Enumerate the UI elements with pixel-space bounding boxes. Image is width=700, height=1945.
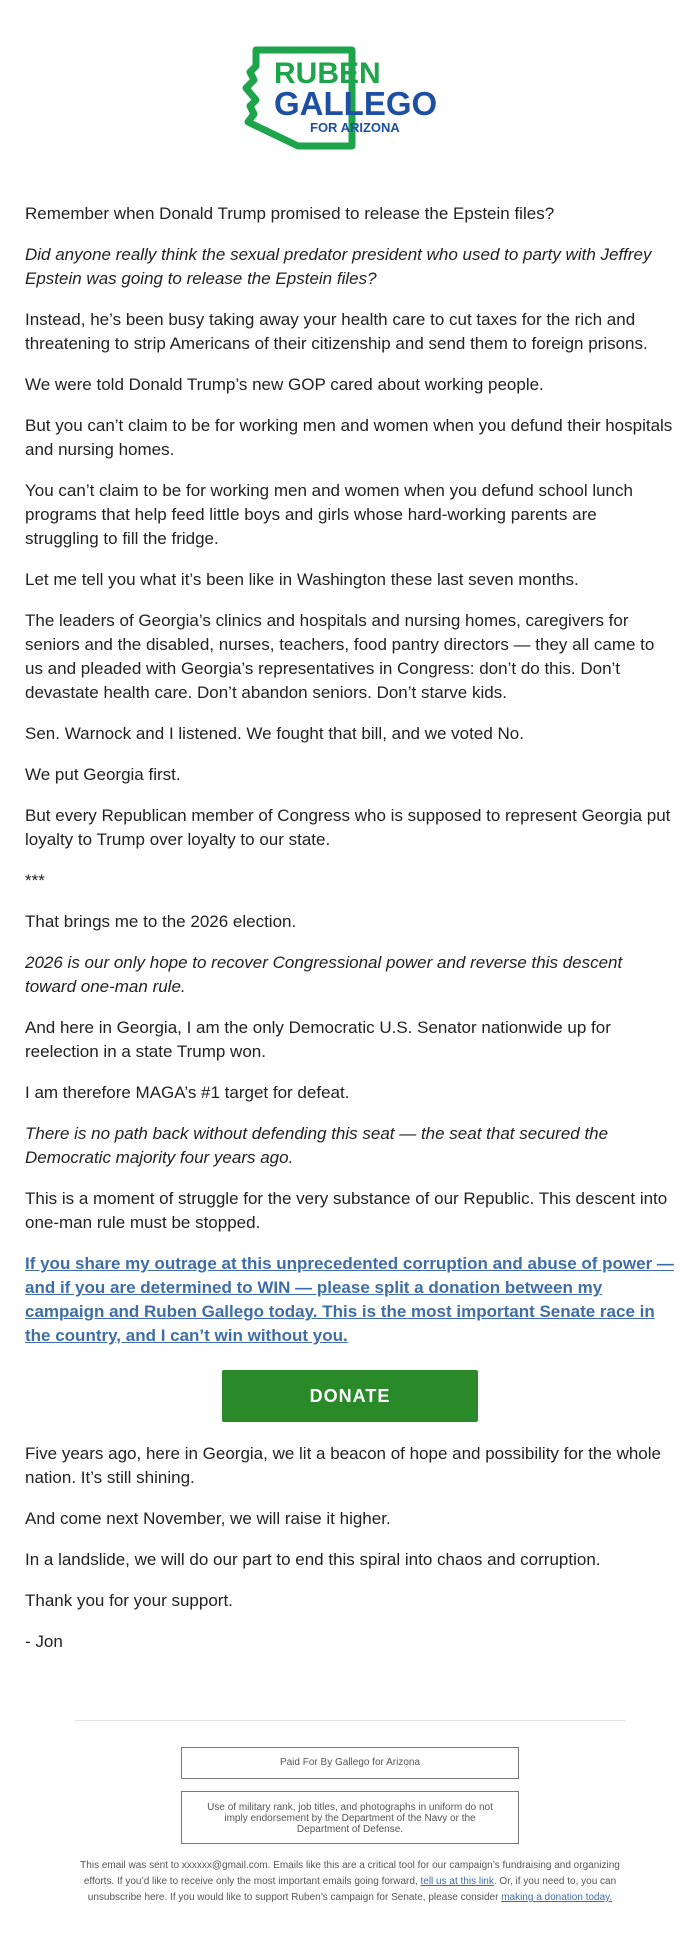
paragraph: Five years ago, here in Georgia, we lit a beacon of hope and possibility for the whole nation. It’s still shining.	[25, 1444, 661, 1487]
logo-ruben: RUBEN	[274, 57, 381, 90]
donate-button[interactable]: DONATE	[222, 1370, 478, 1422]
footer	[0, 1720, 700, 1906]
paragraph: 2026 is our only hope to recover Congressional power and reverse this descent toward one-man rule.	[25, 953, 623, 996]
recipient-email: xxxxxx@gmail.com	[181, 1860, 268, 1871]
donate-container	[25, 1370, 675, 1422]
paragraph: Remember when Donald Trump promised to release the Epstein files?	[25, 204, 555, 223]
paragraph: But every Republican member of Congress who is supposed to represent Georgia put loyalty to Trump over loyalty to our state.	[25, 806, 671, 849]
logo-for-arizona: FOR ARIZONA	[310, 120, 400, 135]
paragraph: Instead, he’s been busy taking away your health care to cut taxes for the rich and threatening to strip Americans of their citizenship and send them to foreign prisons.	[25, 310, 648, 353]
section-separator: ***	[25, 871, 45, 890]
paragraph: Thank you for your support.	[25, 1591, 233, 1610]
signature: - Jon	[25, 1632, 63, 1651]
footer-divider	[75, 1720, 625, 1721]
paragraph: I am therefore MAGA’s #1 target for defeat.	[25, 1083, 350, 1102]
paragraph: The leaders of Georgia’s clinics and hospitals and nursing homes, caregivers for seniors and the disabled, nurses, teachers, food pantry directors — they all came to us and pleaded with Georgia’s representatives in Congress: don’t do this. Don’t devastate health care. Don’t abandon seniors. Don’t starve kids.	[25, 611, 655, 702]
footer-legal-text	[80, 1858, 620, 1906]
preferences-link[interactable]: tell us at this link	[420, 1876, 494, 1887]
paragraph: This is a moment of struggle for the very substance of our Republic. This descent into one-man rule must be stopped.	[25, 1189, 668, 1232]
paragraph: In a landslide, we will do our part to end this spiral into chaos and corruption.	[25, 1550, 601, 1569]
paid-for-box: Paid For By Gallego for Arizona	[181, 1747, 519, 1779]
footer-text: . Emails like this are a critical tool for our campaign’s fundraising and organizing efforts. If you’d like to receive only the most important emails going forward,	[83, 1860, 620, 1887]
paragraph: Did anyone really think the sexual predator president who used to party with Jeffrey Epstein was going to release the Epstein files?	[25, 245, 652, 288]
arizona-outline-icon	[240, 44, 460, 154]
paragraph: And here in Georgia, I am the only Democratic U.S. Senator nationwide up for reelection in a state Trump won.	[25, 1018, 611, 1061]
paragraph: That brings me to the 2026 election.	[25, 912, 297, 931]
disclaimer-box: Use of military rank, job titles, and photographs in uniform do not imply endorsement by the Department of the Navy or the Department of Defense.	[181, 1791, 519, 1844]
paragraph: But you can’t claim to be for working men and women when you defund their hospitals and nursing homes.	[25, 416, 673, 459]
donation-appeal-link[interactable]: If you share my outrage at this unprecedented corruption and abuse of power — and if you are determined to WIN — please split a donation between my campaign and Ruben Gallego today. This is the most important Senate race in the country, and I can’t win without you.	[25, 1254, 674, 1345]
email-body	[25, 202, 675, 1671]
paragraph: Let me tell you what it’s been like in Washington these last seven months.	[25, 570, 579, 589]
paragraph: We were told Donald Trump’s new GOP cared about working people.	[25, 375, 544, 394]
footer-text: This email was sent to	[80, 1860, 182, 1871]
footer-text: . Or, if you need to, you can unsubscribe here. If you would like to support Ruben’s campaign for Senate, please consider	[87, 1876, 617, 1903]
paragraph: Sen. Warnock and I listened. We fought that bill, and we voted No.	[25, 724, 524, 743]
header-logo	[0, 0, 700, 170]
paragraph: You can’t claim to be for working men and women when you defund school lunch programs that help feed little boys and girls whose hard-working parents are struggling to fill the fridge.	[25, 481, 633, 548]
logo-gallego: GALLEGO	[274, 85, 438, 122]
paragraph: And come next November, we will raise it higher.	[25, 1509, 391, 1528]
donation-link[interactable]: making a donation today.	[501, 1892, 613, 1903]
paragraph: There is no path back without defending this seat — the seat that secured the Democratic majority four years ago.	[25, 1124, 609, 1167]
paragraph: We put Georgia first.	[25, 765, 181, 784]
